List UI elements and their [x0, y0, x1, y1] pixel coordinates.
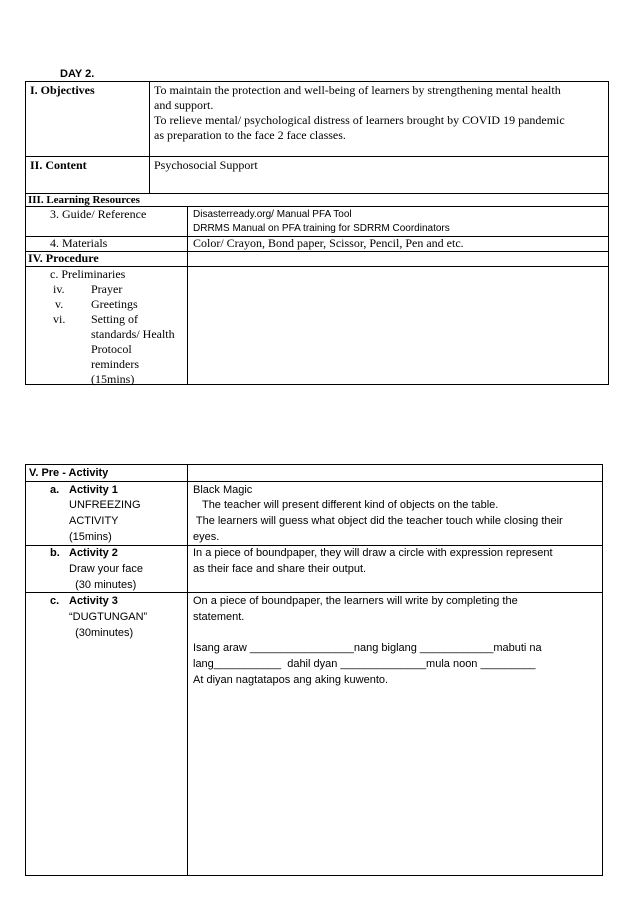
activity-sub: ACTIVITY: [69, 515, 119, 527]
guide-reference-line: DRRMS Manual on PFA training for SDRRM Coordinators: [193, 223, 450, 234]
day-heading: DAY 2.: [60, 68, 95, 80]
activity-desc: eyes.: [193, 531, 220, 543]
activity-letter: a.: [50, 484, 60, 496]
activity-desc: On a piece of boundpaper, the learners will write by completing the: [193, 595, 518, 607]
activity-desc: The teacher will present different kind of objects on the table.: [193, 499, 499, 511]
objectives-line: as preparation to the face 2 face classes.: [154, 128, 346, 142]
activity-desc: The learners will guess what object did the teacher touch while closing their: [193, 515, 563, 527]
activity-title: Activity 1: [69, 484, 118, 496]
materials-value: Color/ Crayon, Bond paper, Scissor, Pencil, Pen and etc.: [193, 236, 464, 250]
procedure-item-text: Greetings: [91, 297, 138, 311]
materials-label: 4. Materials: [50, 236, 108, 250]
guide-reference-line: Disasterready.org/ Manual PFA Tool: [193, 209, 352, 220]
procedure-item-cont: Protocol: [91, 342, 132, 356]
resources-label: III. Learning Resources: [28, 194, 140, 206]
activity-desc: statement.: [193, 611, 245, 623]
objectives-line: To relieve mental/ psychological distress of learners brought by COVID 19 pandemic: [154, 113, 565, 127]
activity-sub: (30 minutes): [69, 579, 137, 591]
activity-title: Activity 3: [69, 595, 118, 607]
activity-desc: At diyan nagtatapos ang aking kuwento.: [193, 674, 389, 686]
procedure-item-num: v.: [55, 297, 64, 311]
activity-desc: as their face and share their output.: [193, 563, 367, 575]
activity-desc: Black Magic: [193, 484, 253, 496]
procedure-item-text: Setting of: [91, 312, 138, 326]
preliminaries-label: c. Preliminaries: [50, 267, 126, 281]
procedure-item-text: Prayer: [91, 282, 123, 296]
activity-desc: In a piece of boundpaper, they will draw a circle with expression represent: [193, 547, 553, 559]
activity-sub: (30minutes): [69, 627, 134, 639]
activity-desc: lang___________ dahil dyan ______________mula noon _________: [193, 658, 536, 670]
procedure-item-num: vi.: [53, 312, 66, 326]
procedure-item-cont: reminders: [91, 357, 139, 371]
procedure-item-cont: standards/ Health: [91, 327, 175, 341]
content-value: Psychosocial Support: [154, 158, 258, 172]
objectives-line: To maintain the protection and well-being of learners by strengthening mental health: [154, 83, 561, 97]
objectives-line: and support.: [154, 98, 214, 112]
activity-letter: c.: [50, 595, 60, 607]
pre-activity-header: V. Pre - Activity: [29, 467, 109, 479]
activity-title: Activity 2: [69, 547, 118, 559]
activity-sub: (15mins): [69, 531, 112, 543]
activity-letter: b.: [50, 547, 60, 559]
activity-desc: Isang araw _________________nang biglang ____________mabuti na: [193, 642, 542, 654]
activity-sub: UNFREEZING: [69, 499, 141, 511]
guide-reference-label: 3. Guide/ Reference: [50, 207, 147, 221]
content-label: II. Content: [30, 158, 87, 172]
objectives-label: I. Objectives: [30, 83, 95, 97]
procedure-item-num: iv.: [53, 282, 65, 296]
activity-sub: Draw your face: [69, 563, 143, 575]
procedure-item-cont: (15mins): [91, 372, 135, 386]
procedure-label: IV. Procedure: [28, 251, 99, 265]
activity-sub: “DUGTUNGAN”: [69, 611, 148, 623]
